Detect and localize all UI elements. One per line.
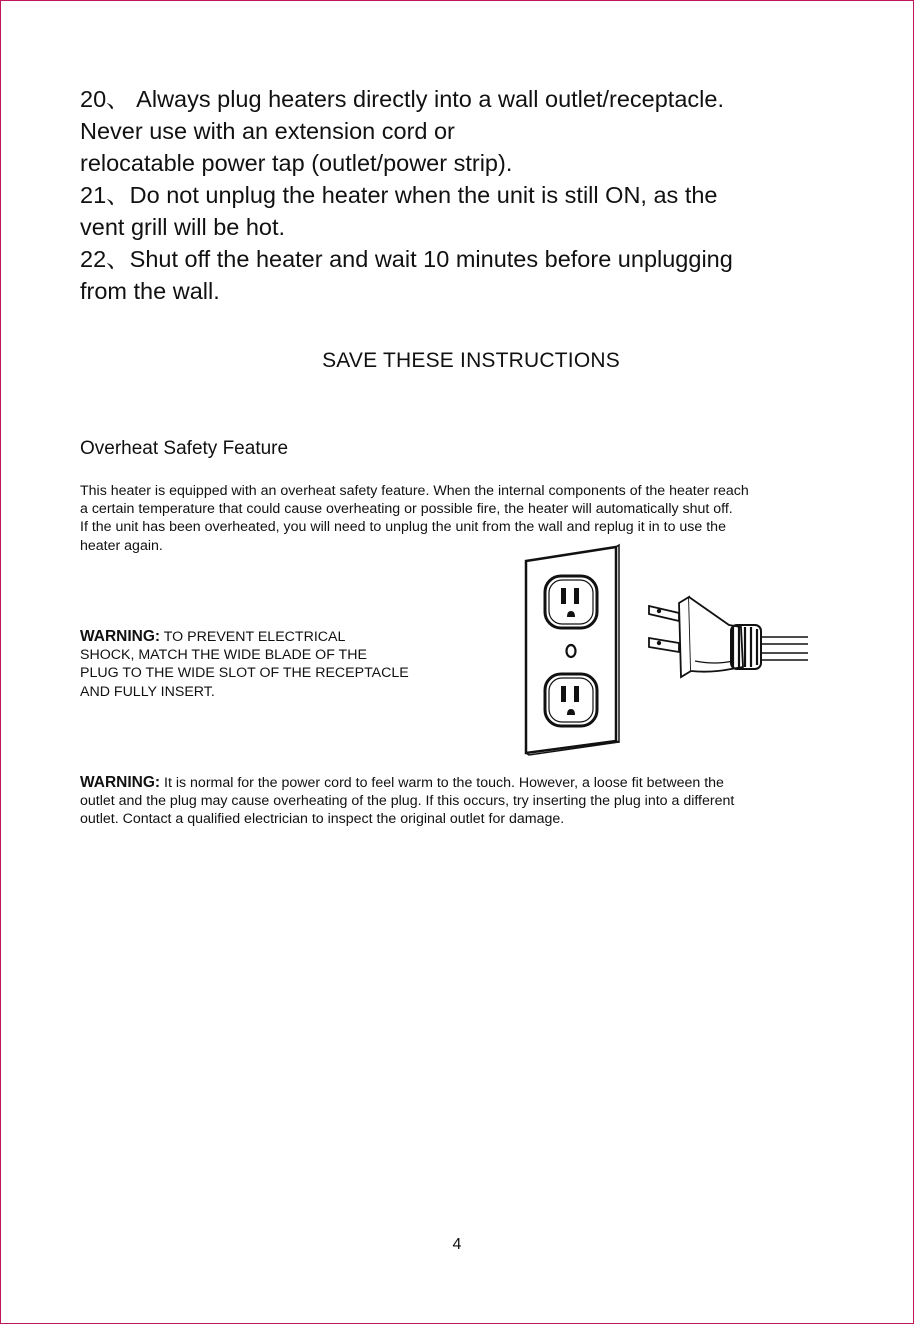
warning-label: WARNING: <box>80 628 161 645</box>
warning-text: outlet and the plug may cause overheating of the plug. If this occurs, try inserting the plug into a different <box>80 793 735 810</box>
paragraph-line: heater again. <box>80 537 163 554</box>
warning-label: WARNING: <box>80 774 161 791</box>
paragraph-line: If the unit has been overheated, you will need to unplug the unit from the wall and replug it in to use the <box>80 519 726 536</box>
page-number: 4 <box>452 1236 462 1253</box>
instruction-line: Never use with an extension cord or <box>80 118 455 144</box>
instruction-20 <box>80 83 850 179</box>
instruction-line: relocatable power tap (outlet/power strip). <box>80 150 513 176</box>
save-instructions-heading: SAVE THESE INSTRUCTIONS <box>322 349 620 372</box>
plug-icon <box>649 597 808 677</box>
instruction-line: 21、Do not unplug the heater when the unit is still ON, as the <box>80 182 718 208</box>
warning-text: SHOCK, MATCH THE WIDE BLADE OF THE <box>80 647 367 664</box>
numbered-instructions <box>80 83 850 307</box>
warning-text: AND FULLY INSERT. <box>80 683 215 700</box>
wall-outlet-icon <box>526 545 619 755</box>
warning-text: PLUG TO THE WIDE SLOT OF THE RECEPTACLE <box>80 665 409 682</box>
paragraph-line: a certain temperature that could cause overheating or possible fire, the heater will automatically shut off. <box>80 501 733 518</box>
instruction-22 <box>80 243 850 307</box>
instruction-line: vent grill will be hot. <box>80 214 286 240</box>
outlet-and-plug-icon <box>519 541 814 756</box>
instruction-line: from the wall. <box>80 278 220 304</box>
warning-text: It is normal for the power cord to feel warm to the touch. However, a loose fit between the <box>160 775 724 791</box>
plug-warning <box>80 628 480 701</box>
cord-warning <box>80 774 850 829</box>
instruction-21 <box>80 179 850 243</box>
instruction-line: 20、 Always plug heaters directly into a wall outlet/receptacle. <box>80 86 724 112</box>
warning-text: TO PREVENT ELECTRICAL <box>160 629 346 645</box>
instruction-line: 22、Shut off the heater and wait 10 minutes before unplugging <box>80 246 733 272</box>
overheat-section-title: Overheat Safety Feature <box>80 438 289 459</box>
paragraph-line: This heater is equipped with an overheat safety feature. When the internal components of the heater reach <box>80 483 749 499</box>
warning-text: outlet. Contact a qualified electrician to inspect the original outlet for damage. <box>80 811 565 828</box>
